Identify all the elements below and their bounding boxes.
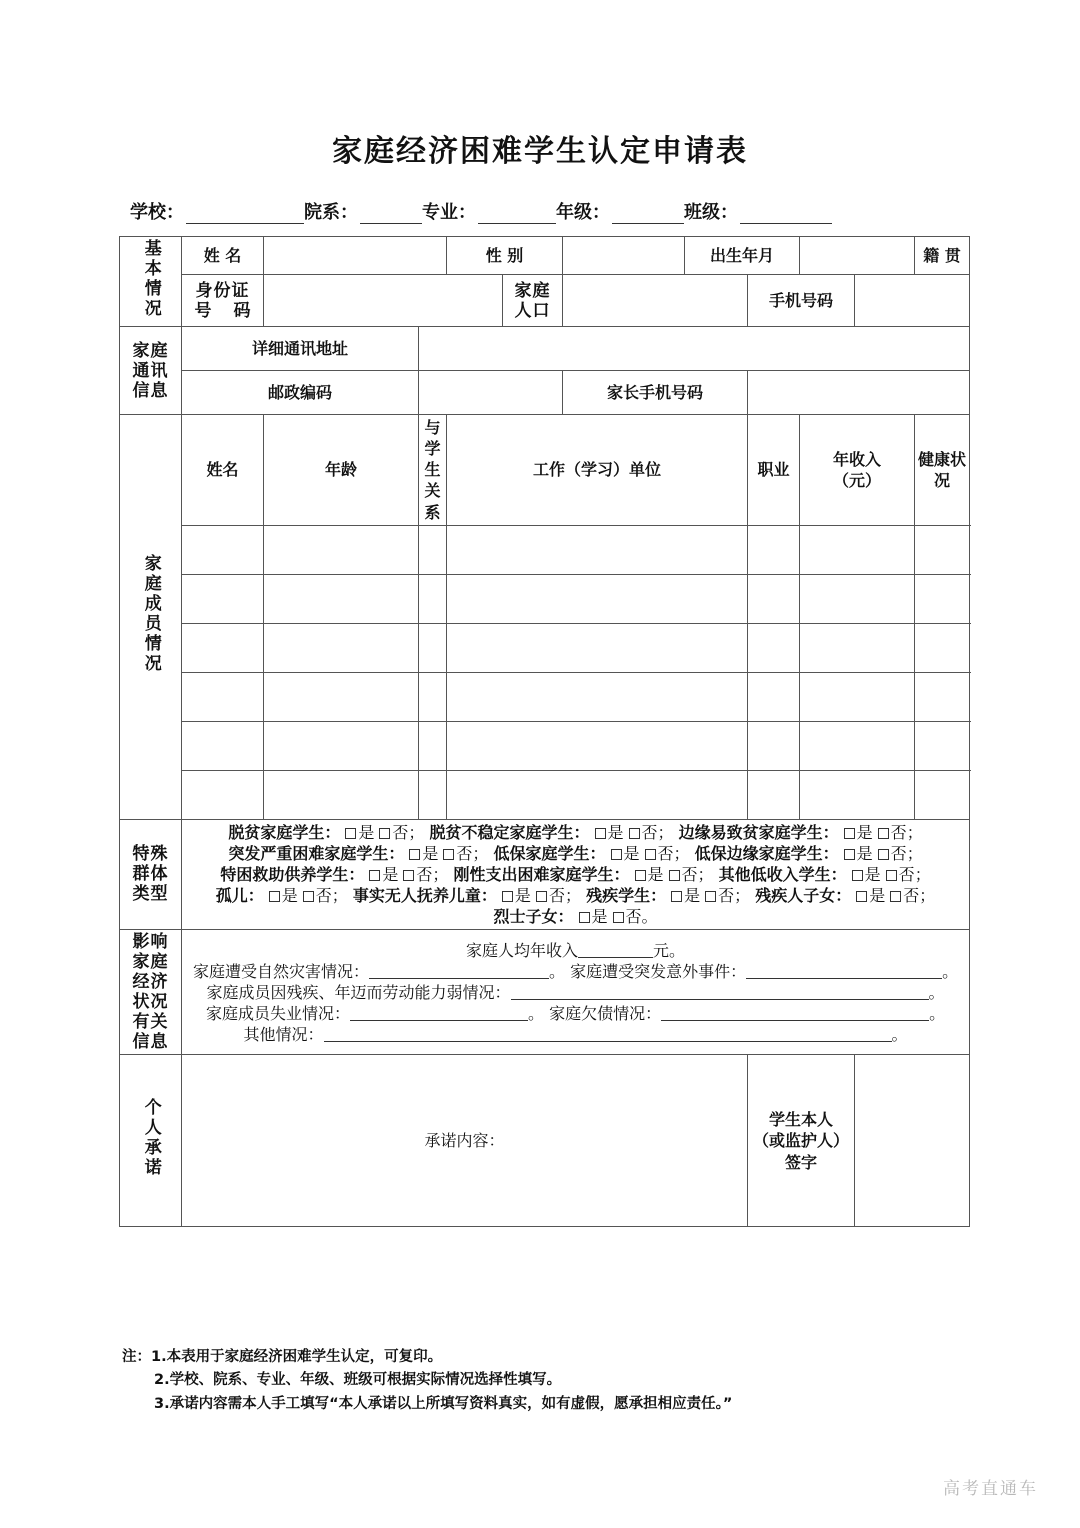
signature-label: 学生本人 （或监护人） 签字 <box>748 1055 855 1227</box>
field-parent-phone[interactable] <box>748 371 970 415</box>
checkbox-disabled-student-no[interactable] <box>705 891 716 902</box>
blank-natural-disaster[interactable] <box>369 964 549 979</box>
header-label-grade: 年级： <box>556 202 610 223</box>
blank-disability-aging[interactable] <box>511 985 929 1000</box>
header-label-major: 专业： <box>422 202 476 223</box>
cell-member-occupation[interactable] <box>748 623 800 672</box>
table-row <box>120 525 970 574</box>
blank-accident-event[interactable] <box>746 964 942 979</box>
field-name[interactable] <box>264 237 447 275</box>
note-row-1: 注：1.本表用于家庭经济困难学生认定，可复印。 <box>122 1349 443 1365</box>
table-row <box>120 672 970 721</box>
header-blank-department[interactable] <box>360 207 422 224</box>
table-row <box>120 623 970 672</box>
cell-member-age[interactable] <box>264 770 419 819</box>
header-blank-school[interactable] <box>186 207 304 224</box>
header-label-class: 班级： <box>684 202 738 223</box>
cell-member-name[interactable] <box>182 721 264 770</box>
note-row-3: 3.承诺内容需本人手工填写“本人承诺以上所填写资料真实，如有虚假，愿承担相应责任。” <box>154 1395 733 1412</box>
label-postcode: 邮政编码 <box>182 371 419 415</box>
table-row-economic <box>120 930 970 1055</box>
column-header-member-health: 健康状况 <box>915 415 970 526</box>
checkbox-martyr-child-yes[interactable] <box>579 912 590 923</box>
cell-member-income[interactable] <box>800 770 915 819</box>
checkbox-de-facto-unattended-yes[interactable] <box>502 891 513 902</box>
footer-notes <box>122 1346 982 1416</box>
cell-member-relation[interactable] <box>419 721 447 770</box>
field-mobile-phone[interactable] <box>855 275 970 327</box>
label-origin: 籍 贯 <box>915 237 970 275</box>
checkbox-rigid-expenditure-yes[interactable] <box>635 870 646 881</box>
checkbox-orphan-yes[interactable] <box>269 891 280 902</box>
section-label-economic: 影响 家庭 经济 状况 有关 信息 <box>120 930 182 1055</box>
header-label-department: 院系： <box>304 202 358 223</box>
field-birth[interactable] <box>800 237 915 275</box>
cell-member-health[interactable] <box>915 525 970 574</box>
section-label-basic: 基本情况 <box>120 237 182 327</box>
special-group-line-3: 特困救助供养学生： 是 否； 刚性支出困难家庭学生： 是 否； 其他低收入学生： 是 否； <box>220 864 931 884</box>
cell-member-age[interactable] <box>264 525 419 574</box>
checkbox-rigid-expenditure-no[interactable] <box>669 870 680 881</box>
cell-member-workplace[interactable] <box>447 770 748 819</box>
field-gender[interactable] <box>563 237 685 275</box>
blank-unemployment[interactable] <box>350 1006 528 1021</box>
blank-debt[interactable] <box>661 1006 929 1021</box>
checkbox-poverty-alleviated-no[interactable] <box>379 828 390 839</box>
cell-member-workplace[interactable] <box>447 721 748 770</box>
cell-member-relation[interactable] <box>419 525 447 574</box>
table-row <box>120 721 970 770</box>
header-blank-class[interactable] <box>740 207 832 224</box>
cell-member-health[interactable] <box>915 574 970 623</box>
header-blank-grade[interactable] <box>612 207 684 224</box>
table-row <box>120 770 970 819</box>
column-header-member-occupation: 职业 <box>748 415 800 526</box>
header-fields <box>130 198 960 224</box>
checkbox-marginal-allowance-yes[interactable] <box>844 849 855 860</box>
economic-content <box>182 930 970 1055</box>
header-blank-major[interactable] <box>478 207 556 224</box>
cell-member-age[interactable] <box>264 721 419 770</box>
field-detail-address[interactable] <box>419 327 970 371</box>
checkbox-martyr-child-no[interactable] <box>613 912 624 923</box>
checkbox-subsistence-allowance-no[interactable] <box>645 849 656 860</box>
section-label-special-group: 特殊 群体 类型 <box>120 819 182 930</box>
cell-member-age[interactable] <box>264 574 419 623</box>
label-detail-address: 详细通讯地址 <box>182 327 419 371</box>
checkbox-unstable-poverty-yes[interactable] <box>595 828 606 839</box>
blank-per-capita-income[interactable] <box>578 943 653 958</box>
economic-line-disability-aging: 家庭成员因残疾、年迈而劳动能力弱情况： 。 <box>206 982 945 1002</box>
cell-member-health[interactable] <box>915 721 970 770</box>
table-row-basic-2 <box>120 275 970 327</box>
checkbox-unstable-poverty-no[interactable] <box>629 828 640 839</box>
main-form-table <box>119 236 970 1227</box>
checkbox-extreme-poverty-support-yes[interactable] <box>369 870 380 881</box>
economic-line-per-capita-income: 家庭人均年收入 元。 <box>466 940 686 960</box>
checkbox-other-low-income-yes[interactable] <box>852 870 863 881</box>
cell-member-health[interactable] <box>915 623 970 672</box>
checkbox-de-facto-unattended-no[interactable] <box>536 891 547 902</box>
label-id-number: 身份证 号 码 <box>182 275 264 327</box>
label-parent-phone: 家长手机号码 <box>563 371 748 415</box>
column-header-member-workplace: 工作（学习）单位 <box>447 415 748 526</box>
checkbox-poverty-alleviated-yes[interactable] <box>345 828 356 839</box>
cell-member-name[interactable] <box>182 574 264 623</box>
cell-member-income[interactable] <box>800 525 915 574</box>
note-row-2: 2.学校、院系、专业、年级、班级可根据实际情况选择性填写。 <box>154 1372 562 1389</box>
label-name: 姓 名 <box>182 237 264 275</box>
label-mobile-phone: 手机号码 <box>748 275 855 327</box>
cell-member-name[interactable] <box>182 770 264 819</box>
checkbox-other-low-income-no[interactable] <box>886 870 897 881</box>
cell-member-income[interactable] <box>800 672 915 721</box>
cell-member-relation[interactable] <box>419 574 447 623</box>
table-row-pledge <box>120 1055 970 1227</box>
cell-member-occupation[interactable] <box>748 574 800 623</box>
cell-member-relation[interactable] <box>419 770 447 819</box>
section-label-contact: 家庭 通讯 信息 <box>120 327 182 415</box>
checkbox-child-of-disabled-no[interactable] <box>890 891 901 902</box>
table-row-contact-2 <box>120 371 970 415</box>
cell-member-occupation[interactable] <box>748 672 800 721</box>
label-gender: 性 别 <box>447 237 563 275</box>
column-header-member-relation: 与学生 关系 <box>419 415 447 526</box>
checkbox-disabled-student-yes[interactable] <box>671 891 682 902</box>
cell-member-relation[interactable] <box>419 672 447 721</box>
checkbox-extreme-poverty-support-no[interactable] <box>403 870 414 881</box>
checkbox-marginal-poverty-yes[interactable] <box>844 828 855 839</box>
header-label-school: 学校： <box>130 202 184 223</box>
checkbox-sudden-hardship-no[interactable] <box>443 849 454 860</box>
checkbox-subsistence-allowance-yes[interactable] <box>611 849 622 860</box>
blank-other-situation[interactable] <box>324 1027 892 1042</box>
field-household-size[interactable] <box>563 275 748 327</box>
column-header-member-income: 年收入 （元） <box>800 415 915 526</box>
column-header-member-age: 年龄 <box>264 415 419 526</box>
table-row-member-header <box>120 415 970 526</box>
cell-member-occupation[interactable] <box>748 770 800 819</box>
table-row-basic-1 <box>120 237 970 275</box>
cell-member-workplace[interactable] <box>447 574 748 623</box>
checkbox-marginal-allowance-no[interactable] <box>878 849 889 860</box>
cell-member-workplace[interactable] <box>447 623 748 672</box>
section-label-pledge: 个人承诺 <box>120 1055 182 1227</box>
checkbox-marginal-poverty-no[interactable] <box>878 828 889 839</box>
special-group-line-5: 烈士子女： 是 否。 <box>493 907 658 927</box>
cell-member-occupation[interactable] <box>748 721 800 770</box>
special-group-line-1: 脱贫家庭学生： 是 否； 脱贫不稳定家庭学生： 是 否； 边缘易致贫家庭学生： 是 否； <box>228 822 923 842</box>
cell-member-health[interactable] <box>915 672 970 721</box>
cell-member-occupation[interactable] <box>748 525 800 574</box>
pledge-content-area[interactable]: 承诺内容： <box>182 1055 748 1227</box>
field-id-number[interactable] <box>264 275 503 327</box>
label-birth: 出生年月 <box>685 237 800 275</box>
cell-member-name[interactable] <box>182 623 264 672</box>
checkbox-sudden-hardship-yes[interactable] <box>409 849 420 860</box>
economic-line-unemployment: 家庭成员失业情况： 。 家庭欠债情况： 。 <box>205 1003 946 1023</box>
column-header-member-name: 姓名 <box>182 415 264 526</box>
label-household-size: 家庭 人口 <box>503 275 563 327</box>
cell-member-income[interactable] <box>800 623 915 672</box>
cell-member-workplace[interactable] <box>447 525 748 574</box>
table-row-special-group <box>120 819 970 930</box>
section-label-family-members: 家庭成员情况 <box>120 415 182 820</box>
table-row <box>120 574 970 623</box>
cell-member-name[interactable] <box>182 525 264 574</box>
cell-member-name[interactable] <box>182 672 264 721</box>
cell-member-age[interactable] <box>264 672 419 721</box>
cell-member-workplace[interactable] <box>447 672 748 721</box>
table-row-contact-1 <box>120 327 970 371</box>
cell-member-age[interactable] <box>264 623 419 672</box>
cell-member-income[interactable] <box>800 574 915 623</box>
cell-member-relation[interactable] <box>419 623 447 672</box>
cell-member-income[interactable] <box>800 721 915 770</box>
watermark: 高考直通车 <box>943 1479 1038 1499</box>
economic-line-other: 其他情况： 。 <box>243 1025 908 1044</box>
cell-member-health[interactable] <box>915 770 970 819</box>
special-group-content <box>182 819 970 930</box>
field-postcode[interactable] <box>419 371 563 415</box>
checkbox-orphan-no[interactable] <box>303 891 314 902</box>
checkbox-child-of-disabled-yes[interactable] <box>856 891 867 902</box>
special-group-line-4: 孤儿： 是 否； 事实无人抚养儿童： 是 否； 残疾学生： 是 否； 残疾人子女： 是 否； <box>215 885 936 905</box>
signature-field[interactable] <box>855 1055 970 1227</box>
page-title: 家庭经济困难学生认定申请表 <box>332 134 748 169</box>
special-group-line-2: 突发严重困难家庭学生： 是 否； 低保家庭学生： 是 否； 低保边缘家庭学生： 是 否； <box>228 843 923 863</box>
economic-line-natural-disaster: 家庭遭受自然灾害情况： 。 家庭遭受突发意外事件： 。 <box>192 961 959 981</box>
